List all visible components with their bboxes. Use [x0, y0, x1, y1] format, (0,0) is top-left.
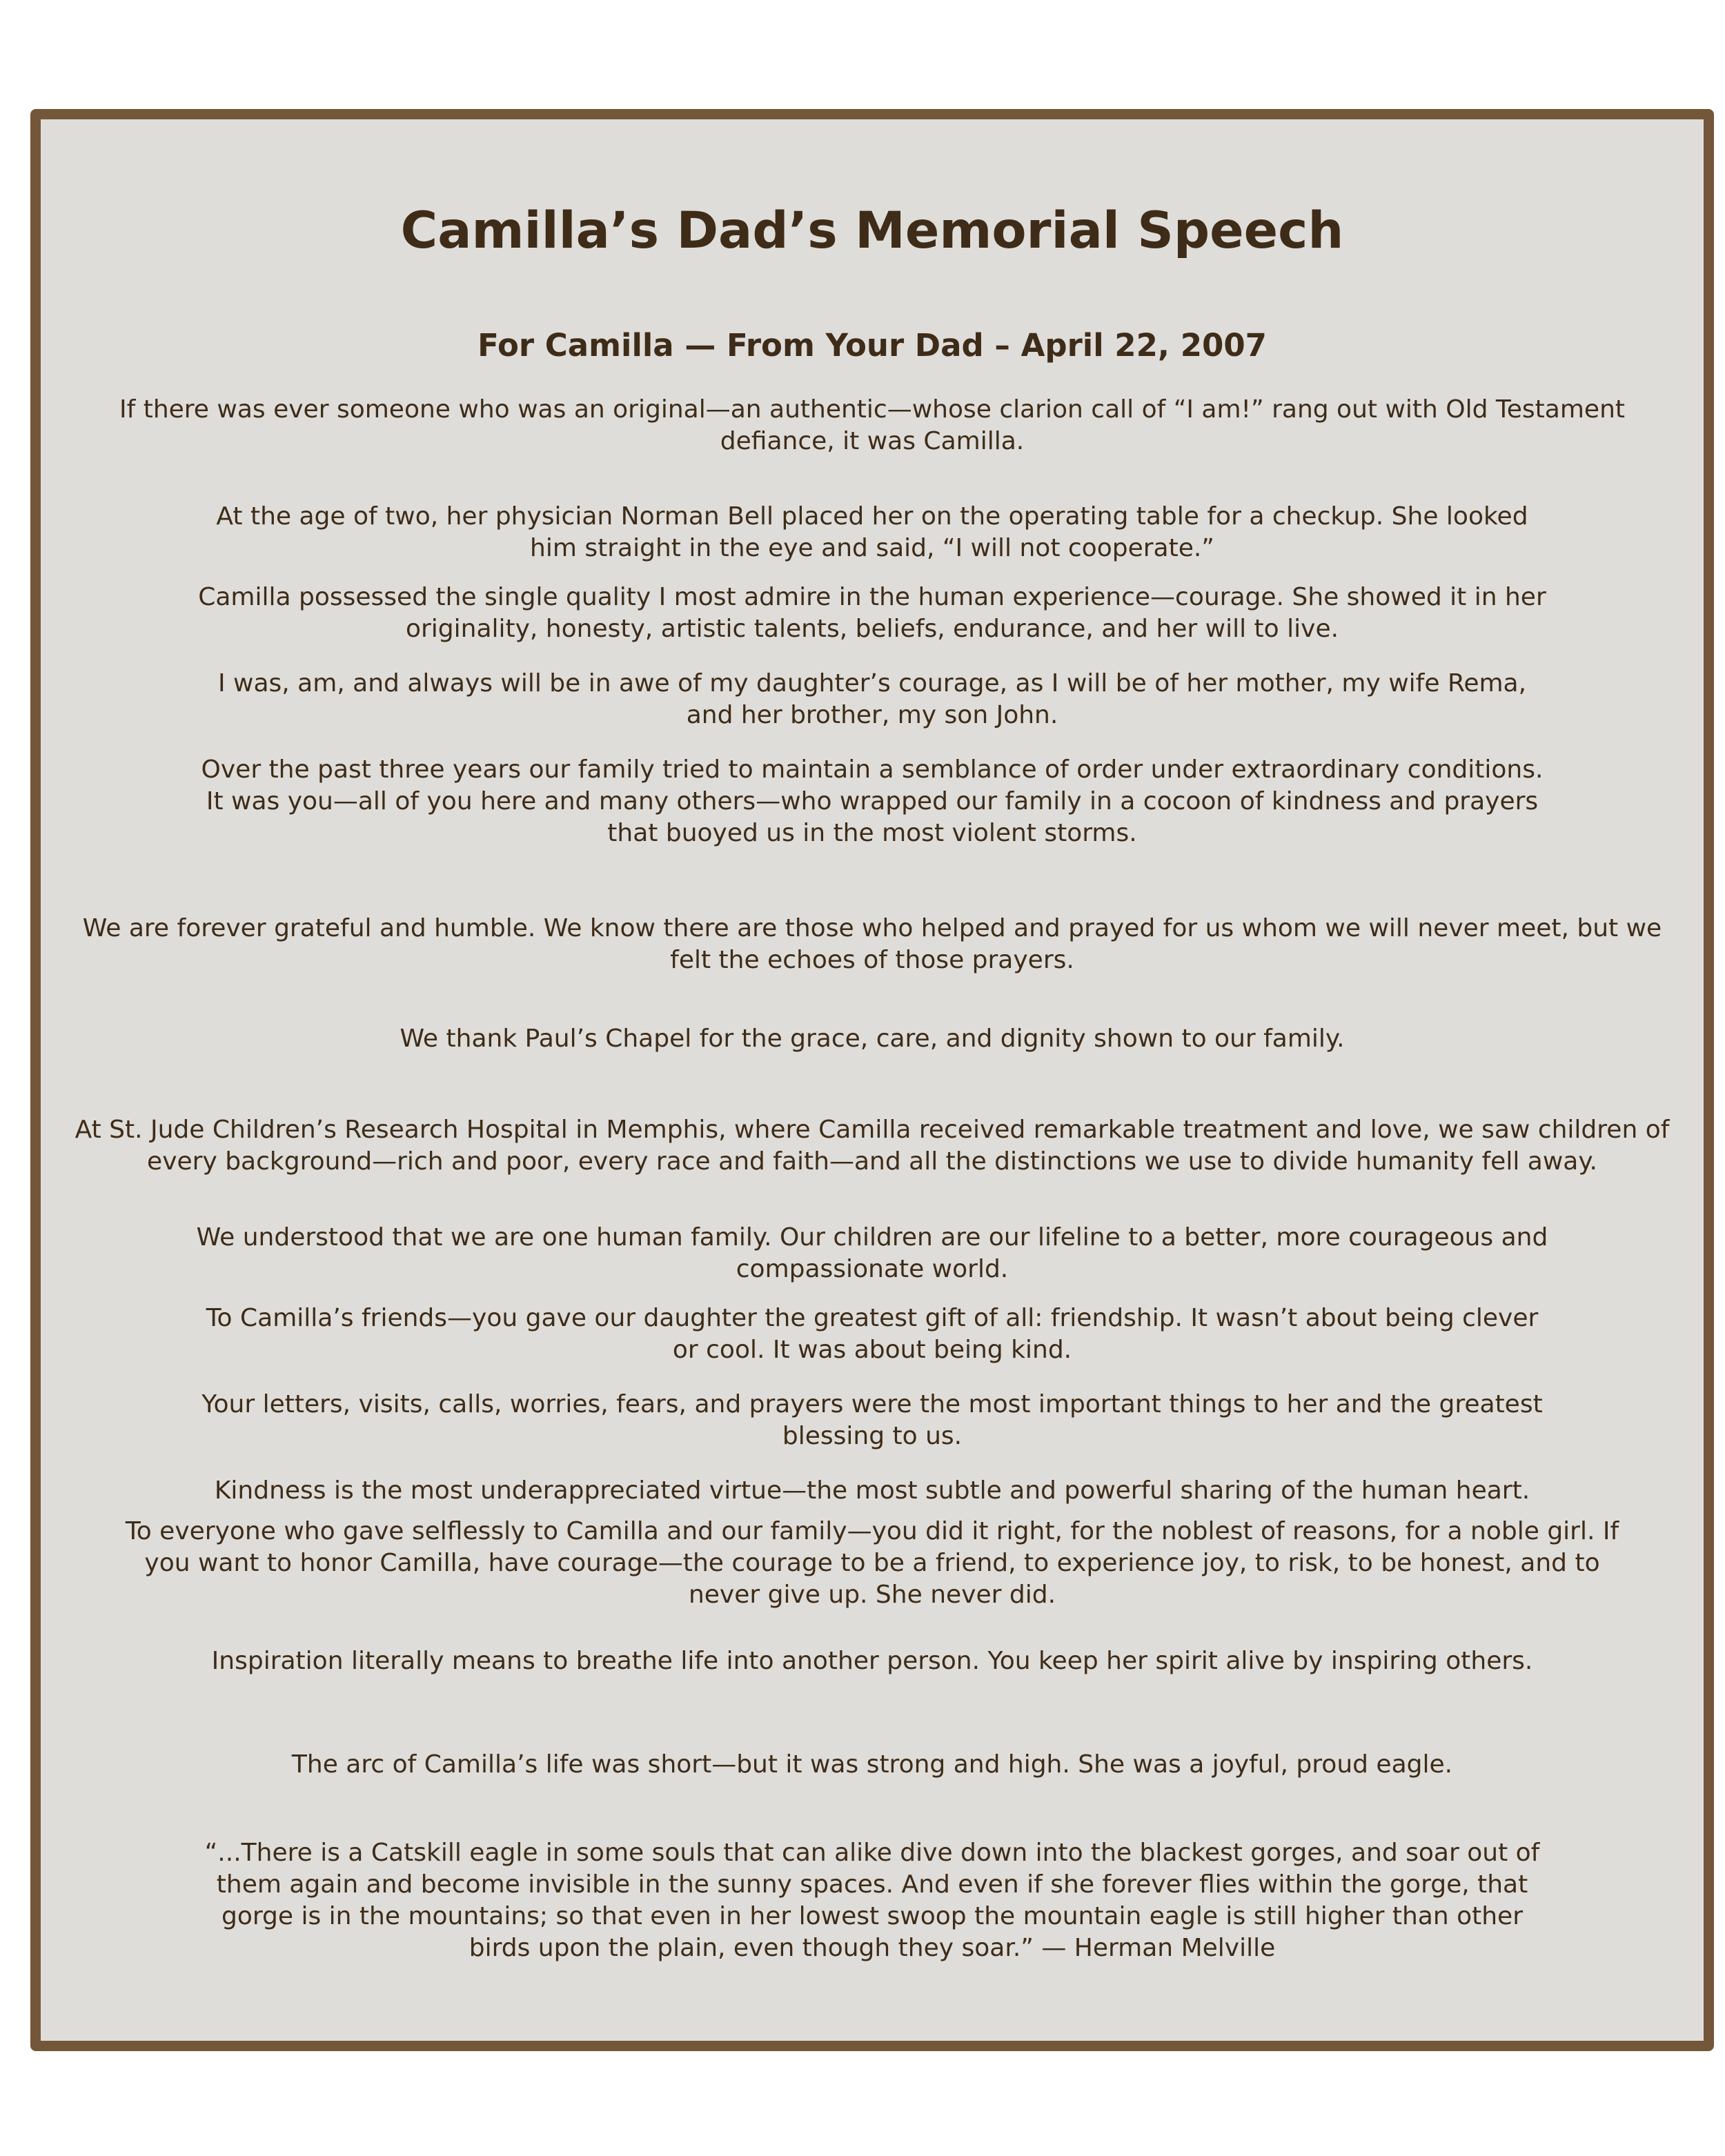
page-title: Camilla’s Dad’s Memorial Speech	[400, 201, 1344, 260]
paragraph-st-jude: At St. Jude Children’s Research Hospital in Memphis, where Camilla received remarkable treatment and love, we saw children of every background—rich and poor, every race and faith—and all the distinctions we use to divide humanity fell away.	[75, 1116, 1670, 1176]
paragraph-courage: Camilla possessed the single quality I most admire in the human experience—courage. She showed it in her originality, honesty, artistic talents, beliefs, endurance, and her will to live.	[198, 583, 1546, 643]
paragraph-original: If there was ever someone who was an original—an authentic—whose clarion call of “I am!” rang out with Old Testament defiance, it was Camilla.	[119, 395, 1626, 455]
paragraph-human-family: We understood that we are one human family. Our children are our lifeline to a better, more courageous and compassionate world.	[196, 1223, 1548, 1283]
melville-quote: “...There is a Catskill eagle in some souls that can alike dive down into the blackest gorges, and soar out of them again and become invisible in the sunny spaces. And even if she forever flies within the gorge, that gorge is in the mountains; so that even in her lowest swoop the mountain eagle is still higher than other birds upon the plain, even though they soar.” — Herman Melville	[204, 1839, 1540, 1962]
paragraph-grateful: We are forever grateful and humble. We know there are those who helped and prayed for us whom we will never meet, but we felt the echoes of those prayers.	[82, 914, 1662, 974]
memorial-frame	[30, 109, 1714, 2051]
paragraph-friends: To Camilla’s friends—you gave our daughter the greatest gift of all: friendship. It wasn’t about being clever or cool. It was about being kind.	[206, 1304, 1539, 1364]
paragraph-letters: Your letters, visits, calls, worries, fears, and prayers were the most important things to her and the greatest blessing to us.	[201, 1390, 1543, 1450]
paragraph-arc: The arc of Camilla’s life was short—but it was strong and high. She was a joyful, proud eagle.	[291, 1750, 1453, 1779]
paragraph-everyone: To everyone who gave selflessly to Camilla and our family—you did it right, for the noblest of reasons, for a noble girl. If you want to honor Camilla, have courage—the courage to be a friend, to experience joy, to risk, to be honest, and to never give up. She never did.	[125, 1517, 1619, 1609]
paragraph-physician: At the age of two, her physician Norman Bell placed her on the operating table for a checkup. She looked him straight in the eye and said, “I will not cooperate.”	[216, 502, 1528, 562]
paragraph-awe: I was, am, and always will be in awe of my daughter’s courage, as I will be of her mother, my wife Rema, and her brother, my son John.	[217, 669, 1527, 729]
paragraph-kindness: Kindness is the most underappreciated virtue—the most subtle and powerful sharing of the human heart.	[214, 1476, 1530, 1505]
paragraph-three-years: Over the past three years our family tried to maintain a semblance of order under extraordinary conditions. It was you—all of you here and many others—who wrapped our family in a cocoon of kindness and prayers that buoyed us in the most violent storms.	[201, 755, 1544, 847]
page-subtitle: For Camilla — From Your Dad – April 22, 2007	[477, 327, 1267, 364]
paragraph-inspiration: Inspiration literally means to breathe life into another person. You keep her spirit alive by inspiring others.	[211, 1647, 1533, 1675]
paragraph-chapel: We thank Paul’s Chapel for the grace, care, and dignity shown to our family.	[400, 1025, 1345, 1053]
